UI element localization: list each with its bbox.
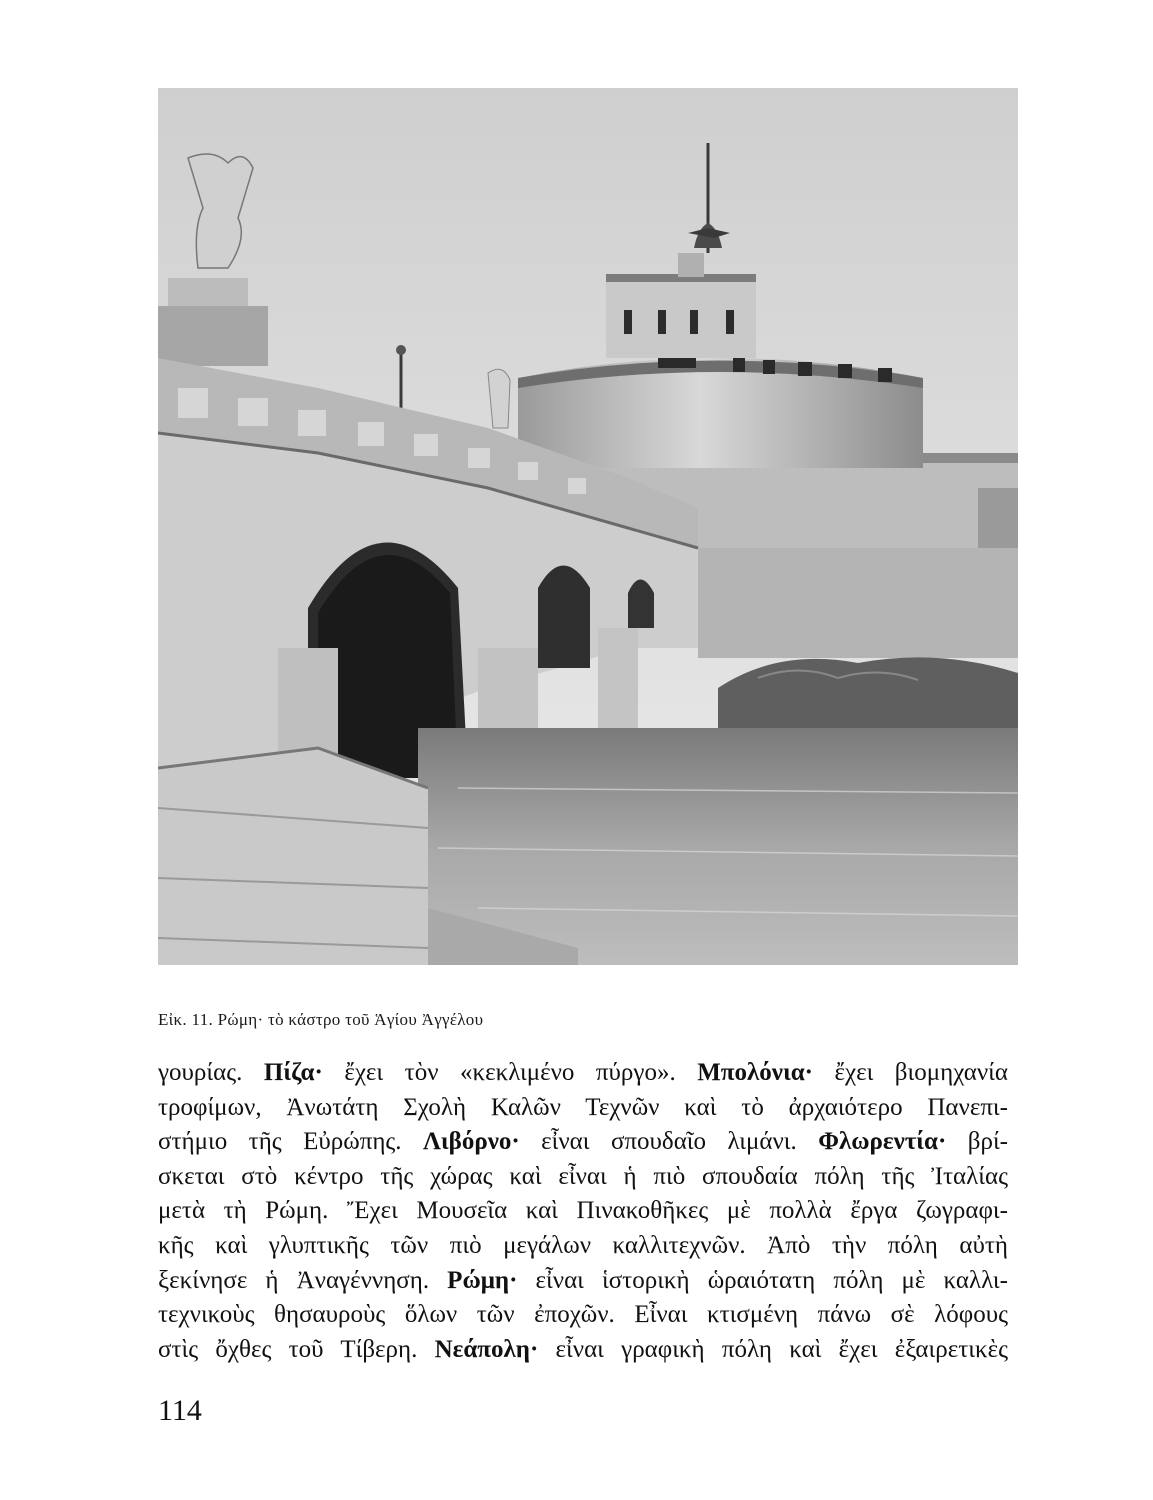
text-run: βρί- — [946, 1128, 1008, 1156]
text-line — [158, 1160, 1008, 1195]
text-run: τεχνικοὺς θησαυροὺς ὅλων τῶν ἐποχῶν. Εἶναι κτισμένη πάνω σὲ λόφους — [158, 1301, 1008, 1329]
text-line — [158, 1091, 1008, 1126]
text-run: ἔχει βιομηχανία — [813, 1059, 1009, 1086]
city-name-bold: Ρώμη· — [447, 1266, 518, 1294]
text-run: ἔχει τὸν «κεκλιμένο πύργο». — [322, 1059, 698, 1086]
city-name-bold: Λιβόρνο· — [422, 1128, 520, 1156]
figure-photo-castel-sant-angelo — [158, 88, 1018, 965]
city-name-bold: Μπολόνια· — [697, 1059, 813, 1086]
page-number: 114 — [158, 1394, 202, 1427]
text-run: γουρίας. — [158, 1059, 264, 1086]
text-run: σκεται στὸ κέντρο τῆς χώρας καὶ εἶναι ἡ πιὸ σπουδαία πόλη τῆς Ἰταλίας — [158, 1162, 1008, 1190]
text-run: ξεκίνησε ἡ Ἀναγέννηση. — [158, 1266, 448, 1294]
text-run: τροφίμων, Ἀνωτάτη Σχολὴ Καλῶν Τεχνῶν καὶ τὸ ἀρχαιότερο Πανεπι- — [158, 1093, 1008, 1121]
text-run: εἶναι γραφικὴ πόλη καὶ ἔχει ἐξαιρετικὲς — [538, 1335, 1009, 1363]
text-run: στήμιο τῆς Εὐρώπης. — [158, 1128, 423, 1156]
text-run: κῆς καὶ γλυπτικῆς τῶν πιὸ μεγάλων καλλιτεχνῶν. Ἀπὸ τὴν πόλη αὐτὴ — [158, 1231, 1008, 1259]
text-run: στὶς ὄχθες τοῦ Τίβερη. — [158, 1335, 435, 1363]
text-line — [158, 1194, 1008, 1229]
text-line — [158, 1056, 1008, 1091]
body-paragraph — [158, 1056, 1008, 1367]
figure-caption: Εἰκ. 11. Ρώμη· τὸ κάστρο τοῦ Ἁγίου Ἀγγέλου — [158, 1010, 484, 1029]
city-name-bold: Πίζα· — [263, 1059, 323, 1086]
text-line — [158, 1229, 1008, 1264]
city-name-bold: Φλωρεντία· — [818, 1128, 947, 1156]
text-run: μετὰ τὴ Ρώμη. Ἔχει Μουσεῖα καὶ Πινακοθῆκες μὲ πολλὰ ἔργα ζωγραφι- — [158, 1197, 1008, 1225]
text-line — [158, 1333, 1008, 1368]
text-run: εἶναι ἱστορικὴ ὡραιότατη πόλη μὲ καλλι- — [517, 1266, 1008, 1294]
photo-drawing — [158, 88, 1018, 965]
text-line — [158, 1298, 1008, 1333]
text-line — [158, 1264, 1008, 1299]
text-line — [158, 1125, 1008, 1160]
text-run: εἶναι σπουδαῖο λιμάνι. — [519, 1128, 819, 1156]
city-name-bold: Νεάπολη· — [434, 1335, 539, 1363]
